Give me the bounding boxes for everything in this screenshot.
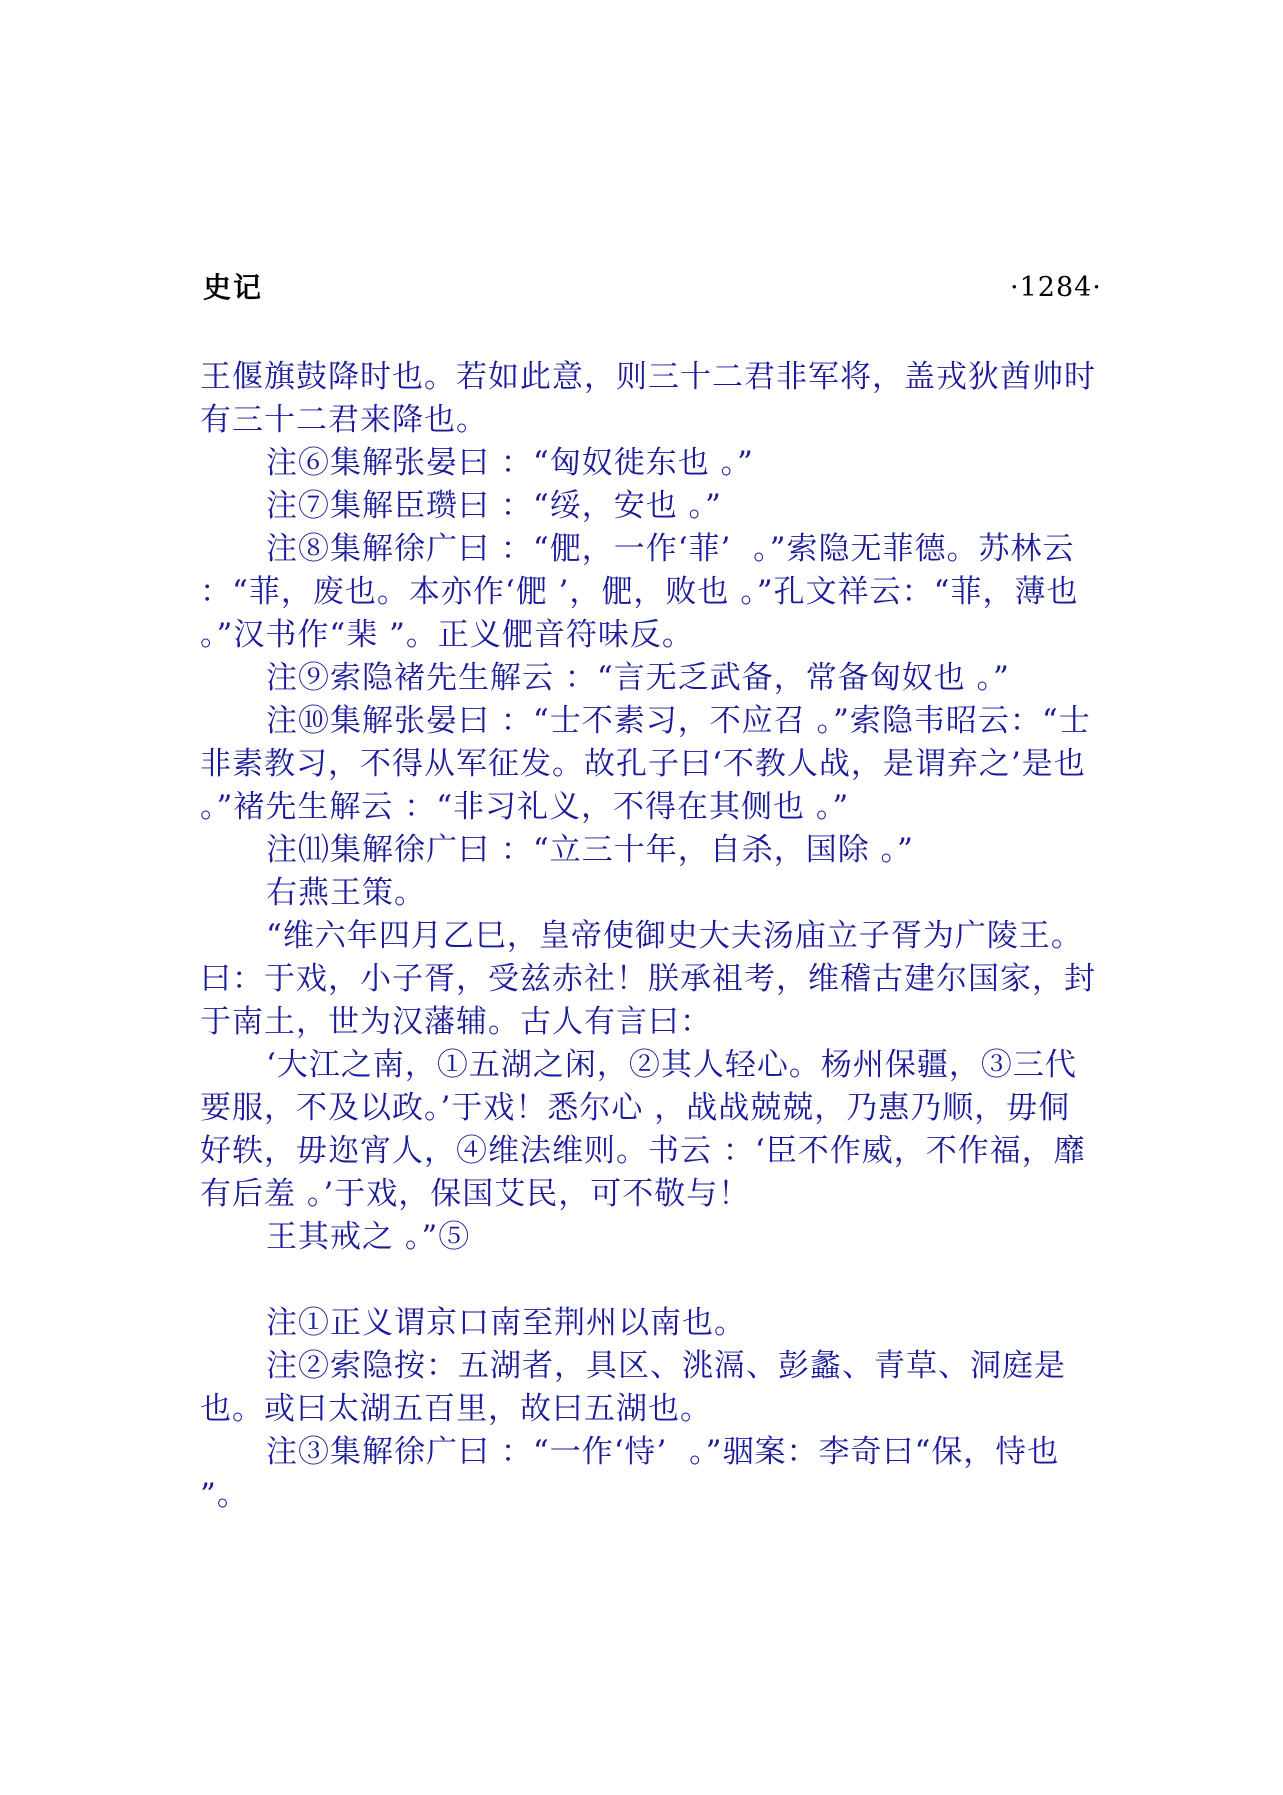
paragraph: 王偃旗鼓降时也。若如此意，则三十二君非军将，盖戎狄酋帅时有三十二君来降也。 <box>200 359 1096 438</box>
note-paragraph: 注⑦集解臣瓒曰 ：“绥，安也 。” <box>266 488 722 524</box>
paragraph: 右燕王策。 <box>266 875 426 911</box>
note-paragraph: 注②索隐按：五湖者，具区、洮滆、彭蠡、青草、洞庭是也。或曰太湖五百里，故曰五湖也。 <box>200 1348 1066 1427</box>
note-paragraph: 注⑩集解张晏曰 ：“士不素习，不应召 。”索隐韦昭云：“士非素教习，不得从军征发。故孔子曰‘不教人战，是谓弃之’是也 。”褚先生解云 ：“非习礼义，不得在其侧也 。” <box>200 703 1097 825</box>
note-paragraph: 注⑾集解徐广曰 ：“立三十年，自杀，国除 。” <box>266 832 914 868</box>
note-paragraph: 注⑧集解徐广曰 ：“俷，一作‘菲’ 。”索隐无菲德。苏林云 ：“菲，废也。本亦作‘俷 ’，俷，败也 。”孔文祥云：“菲，薄也 。”汉书作“棐 ”。正义俷音符味反。 <box>200 531 1090 653</box>
paragraph: “维六年四月乙巳，皇帝使御史大夫汤庙立子胥为广陵王。曰：于戏，小子胥，受兹赤社！朕承祖考，维稽古建尔国家，封于南土，世为汉藩辅。古人有言曰： <box>200 918 1096 1040</box>
paragraph-gap <box>200 1259 1100 1302</box>
note-paragraph: 注⑨索隐褚先生解云 ：“言无乏武备，常备匈奴也 。” <box>266 660 1010 696</box>
note-paragraph: 注③集解徐广曰 ：“一作‘恃’ 。”骃案：李奇曰“保，恃也 ”。 <box>200 1434 1071 1513</box>
note-paragraph: 注⑥集解张晏曰 ：“匈奴徙东也 。” <box>266 445 754 481</box>
note-paragraph: 注①正义谓京口南至荆州以南也。 <box>266 1305 746 1341</box>
paragraph: ‘大江之南，①五湖之闲，②其人轻心。杨州保疆，③三代要服，不及以政。’于戏！悉尔心 ，战战兢兢，乃惠乃顺，毋侗好轶，毋迩宵人，④维法维则。书云 ：‘臣不作威，不作福，靡有后羞 。’于戏，保国艾民，可不敬与！ <box>200 1047 1086 1212</box>
paragraph: 王其戒之 。”⑤ <box>266 1219 471 1255</box>
running-title: 史记 <box>203 271 264 304</box>
page-number: ·1284· <box>1010 272 1102 303</box>
body-text <box>200 356 1100 1517</box>
